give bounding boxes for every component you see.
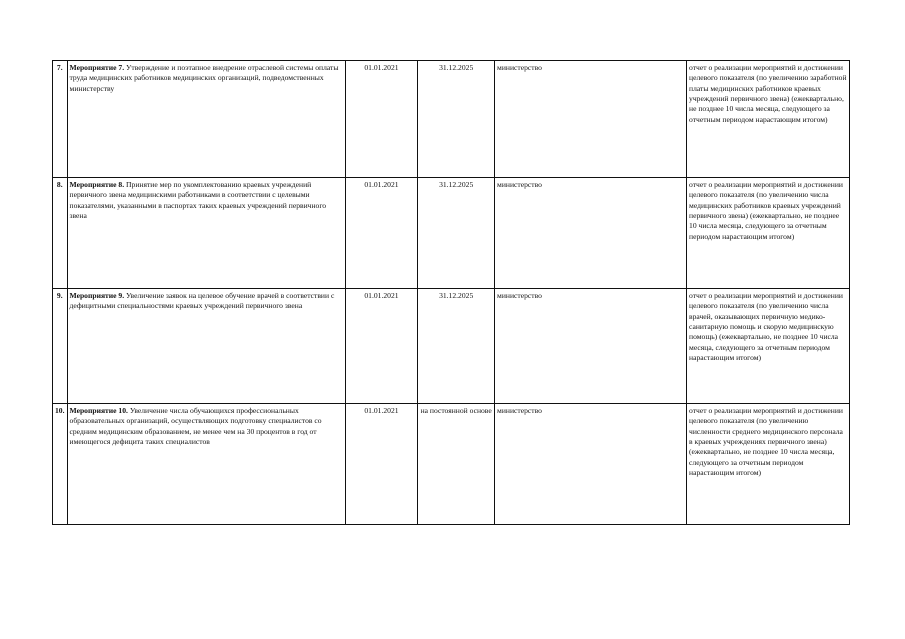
control-form: отчет о реализации мероприятий и достижении целевого показателя (по увеличению численности среднего медицинского персонала в краевых учреждениях первичного звена) (ежеквартально, не позднее 10 числа месяца, следующего за отчетным периодом нарастающим итогом) xyxy=(687,404,850,525)
measure-description: Увеличение заявок на целевое обучение врачей в соответствии с дефицитными специальностями краевых учреждений первичного звена xyxy=(69,291,335,311)
table-row xyxy=(53,404,850,525)
start-date: 01.01.2021 xyxy=(345,404,418,525)
end-date: 31.12.2025 xyxy=(418,178,495,289)
row-number: 8. xyxy=(53,178,68,289)
start-date: 01.01.2021 xyxy=(345,289,418,404)
start-date: 01.01.2021 xyxy=(345,178,418,289)
control-form: отчет о реализации мероприятий и достижении целевого показателя (по увеличению числа врачей, оказывающих первичную медико-санитарную помощь и скорую медицинскую помощь) (ежеквартально, не позднее 10 числа месяца, следующего за отчетным периодом нарастающим итогом) xyxy=(687,289,850,404)
table-row xyxy=(53,61,850,178)
row-number: 7. xyxy=(53,61,68,178)
measure-name-cell xyxy=(67,61,345,178)
table-row xyxy=(53,289,850,404)
responsible-executor: министерство xyxy=(495,404,687,525)
table-row xyxy=(53,178,850,289)
measure-title: Мероприятие 8. xyxy=(69,180,125,189)
end-date: на постоянной основе xyxy=(418,404,495,525)
measure-name-cell xyxy=(67,178,345,289)
measure-description: Увеличение числа обучающихся профессиональных образовательных организаций, осуществляющих подготовку специалистов со средним медицинским образованием, не менее чем на 30 процентов в год от имеющегося дефицита таких специалистов xyxy=(69,406,322,446)
row-number: 10. xyxy=(53,404,68,525)
control-form: отчет о реализации мероприятий и достижении целевого показателя (по увеличению заработной платы медицинских работников краевых учреждений первичного звена) (ежеквартально, не позднее 10 числа месяца, следующего за отчетным периодом нарастающим итогом) xyxy=(687,61,850,178)
end-date: 31.12.2025 xyxy=(418,289,495,404)
measure-description: Утверждение и поэтапное внедрение отраслевой системы оплаты труда медицинских работников медицинских организаций, подведомственных министерству xyxy=(69,63,339,93)
measure-name-cell xyxy=(67,289,345,404)
responsible-executor: министерство xyxy=(495,61,687,178)
measure-title: Мероприятие 7. xyxy=(69,63,125,72)
responsible-executor: министерство xyxy=(495,289,687,404)
control-form: отчет о реализации мероприятий и достижении целевого показателя (по увеличению числа медицинских работников краевых учреждений первичного звена) (ежеквартально, не позднее 10 числа месяца, следующего за отчетным периодом нарастающим итогом) xyxy=(687,178,850,289)
measures-table xyxy=(52,60,850,525)
measure-title: Мероприятие 9. xyxy=(69,291,125,300)
measure-name-cell xyxy=(67,404,345,525)
measure-title: Мероприятие 10. xyxy=(69,406,128,415)
end-date: 31.12.2025 xyxy=(418,61,495,178)
start-date: 01.01.2021 xyxy=(345,61,418,178)
responsible-executor: министерство xyxy=(495,178,687,289)
row-number: 9. xyxy=(53,289,68,404)
measure-description: Принятие мер по укомплектованию краевых учреждений первичного звена медицинскими работниками в соответствии с целевыми показателями, указанными в паспортах таких краевых учреждений первичного звена xyxy=(69,180,327,220)
